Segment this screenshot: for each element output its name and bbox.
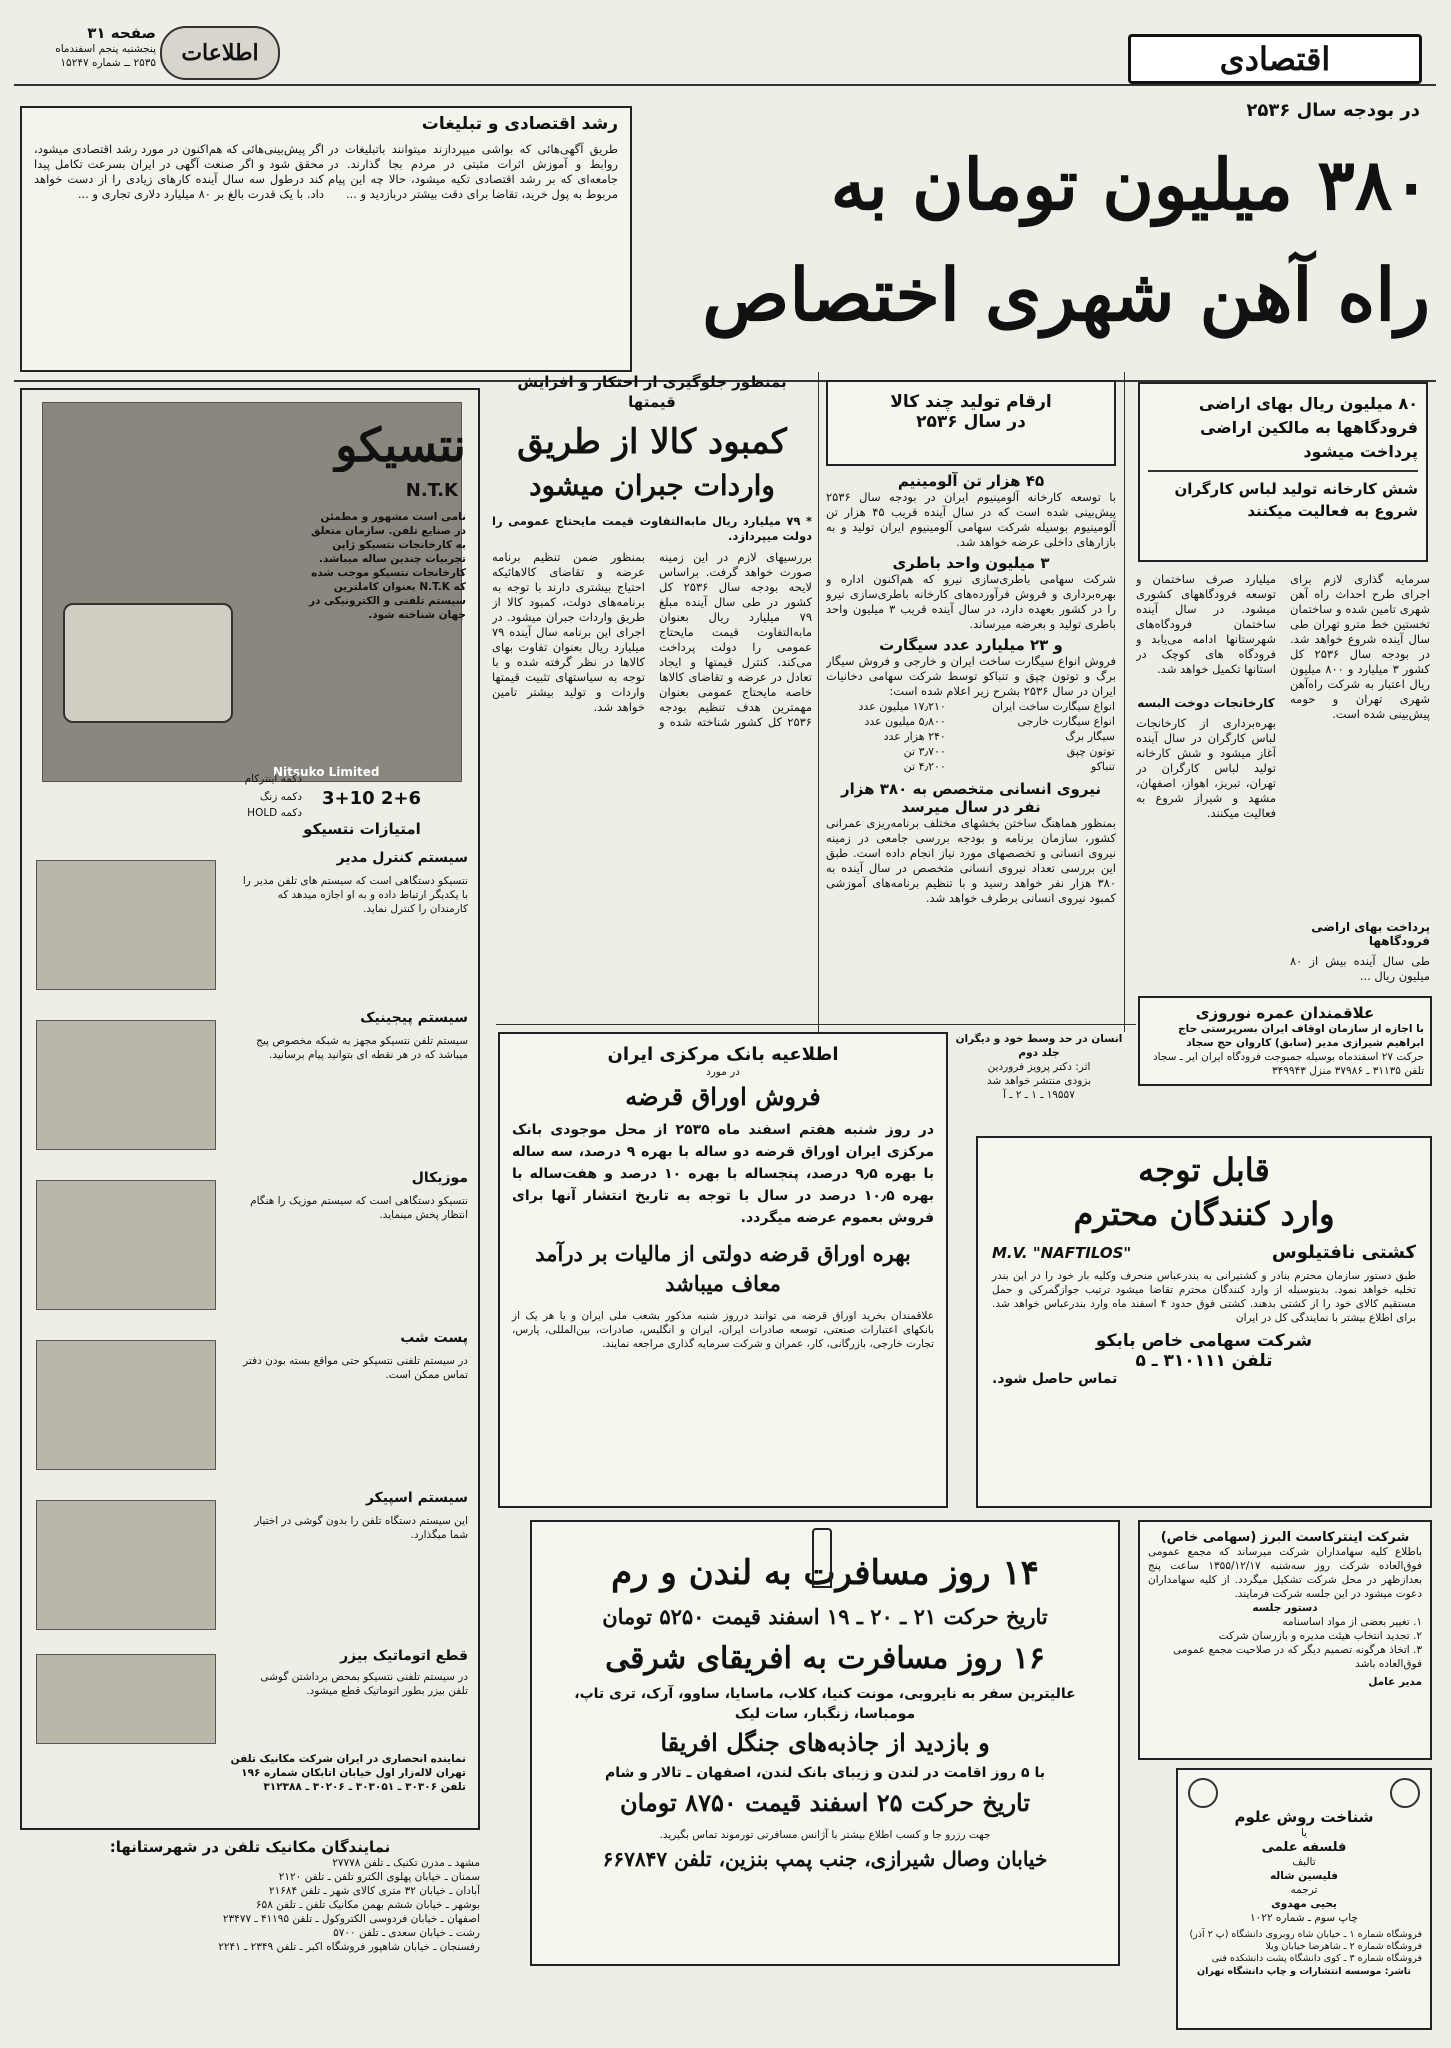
production-sub-aluminium: ۴۵ هزار تن آلومینیم — [897, 472, 1045, 490]
travel-line-6: با ۵ روز اقامت در لندن و زیبای بانک لندن، اصفهان ـ تالار و شام — [605, 1765, 1045, 1781]
land-col-a: سرمایه گذاری لازم برای اجرای طرح احداث راه آهن شهری تامین شده و ساختمان تخستین خط مترو تهران طی سال آینده شروع خواهد شد. در بودجه سال ۲۵۳۶ کل کشور ۳ میلیارد و ۸۰۰ میلیون ریال اعتبار به شرکت راه‌آهن شهری تهران و حومه پیش‌بینی شده است. — [1290, 572, 1430, 721]
feature-title: سیستم اسپیکر — [365, 1490, 468, 1506]
alborz-signature: مدیر عامل — [1368, 1676, 1422, 1688]
production-text-aluminium: با توسعه کارخانه آلومینیوم ایران در بودجه سال ۲۵۳۶ پیش‌بینی شده است که در سال آینده قریب ۴۵ هزار تن آلومینیوم بوسیله شرکت سهامی آلومینیوم ایران تولید و به بازارهای داخلی عرضه خواهد شد. — [826, 490, 1116, 549]
notice-line: انسان در حد وسط خود و دیگران — [955, 1033, 1123, 1045]
nitsuko-feature-3 — [36, 1330, 468, 1480]
article-production — [826, 372, 1116, 1032]
university-emblem-icon — [1188, 1778, 1218, 1808]
nitsuko-label-hold: دکمه HOLD — [247, 807, 302, 819]
lead-headline-2: راه آهن شهری اختصاص — [702, 252, 1430, 337]
bank-headline: فروش اوراق قرضه — [625, 1082, 821, 1111]
page-info — [16, 24, 156, 80]
lead-headline-1: ۳۸۰ میلیون تومان به — [830, 143, 1430, 226]
nitsuko-feature-0 — [36, 850, 468, 1000]
shortage-body: بررسیهای لازم در این زمینه صورت خواهد گرفت. براساس لایحه بودجه سال ۲۵۳۶ کل کشور در طی سال آینده مبلغ ۷۹ میلیارد ریال بعنوان مابه‌التفاوت قیمت مایحتاج عمومی را دولت پرداخت می‌کند. کنترل قیمتها و ایجاد تعادل در عرضه و تقاضای کالاها خاصه مایحتاج عمومی بعنوان مهمترین هدف تنظیم بودجه ۲۵۳۶ کل کشور شناخته شده و بمنظور ضمن تنظیم برنامه عرضه و تقاضای کالاهائیکه احتیاج بیشتری دارند با توجه به برنامه‌های دولت، کمبود کالا از طریق واردات جبران میشود. در اجرای این برنامه سال آینده ۷۹ میلیارد ریال بعنوان تفاوت بهای کالاها در نظر گرفته شده و با توجه به سیاستهای تثبیت قیمتها واردات و تولید بیشتر تامین خواهد شد. — [492, 550, 812, 729]
nitsuko-brand-latin: N.T.K — [405, 480, 458, 501]
feature-title: سیستم کنترل مدیر — [336, 850, 468, 866]
table-row — [826, 759, 1116, 774]
notice-book-short — [954, 1032, 1124, 1136]
article-shortage — [492, 372, 812, 1102]
book-subtitle: فلسفه علمی — [1261, 1840, 1347, 1855]
rep-item: رفسنجان ـ خیابان شاهپور فروشگاه اکبر ـ تلفن ۲۳۴۹ ـ ۲۲۴۱ — [218, 1941, 480, 1953]
nitsuko-system-codes: 3+10 2+6 — [322, 788, 422, 809]
travel-line-1: ۱۴ روز مسافرت به لندن و رم — [611, 1553, 1039, 1593]
alborz-body: باطلاع کلیه سهامداران شرکت میرساند که مجمع عمومی فوق‌العاده شرکت روز سه‌شنبه ۱۳۵۵/۱۲/۱۷ ساعت پنج بعدازظهر در محل شرکت تشکیل میگردد. از کلیه سهامداران دعوت میشود در این جلسه شرکت فرمایند. — [1148, 1546, 1422, 1600]
feature-text: نتسیکو دستگاهی است که سیستم های تلفن مدیر را با یکدیگر ارتباط داده و به او اجازه میدهد که کارمندان را کنترل نماید. — [242, 875, 468, 915]
umrah-contact: حرکت ۲۷ اسفندماه بوسیله جمبوجت فرودگاه ایران ایر ـ سجاد تلفن ۳۱۱۳۵ ـ ۳۷۹۸۶ منزل ۳۴۹۹۴۳ — [1152, 1051, 1424, 1077]
book-translator: یحیی مهدوی — [1271, 1898, 1337, 1910]
rep-item: آبادان ـ خیابان ۳۲ متری کالای شهر ـ تلفن ۲۱۶۸۴ — [268, 1885, 480, 1897]
nitsuko-feature-2 — [36, 1170, 468, 1320]
travel-line-9: خیابان وصال شیرازی، جنب پمپ بنزین، تلفن ۶۶۷۸۴۷ — [602, 1847, 1048, 1871]
umrah-text: با اجازه از سازمان اوقاف ایران بسرپرستی حاج ابراهیم شیرازی مدیر (سابق) کاروان حج سجاد — [1178, 1023, 1424, 1049]
bank-notice — [498, 1032, 948, 1508]
ad-growth-col2: اگر پیش‌بینی‌هائی که هم‌اکنون در مورد رشد اقتصادی میشود، محقق شود و اگر صنعت آگهی در ایران بسرعت تکامل پیدا کند درطول سه سال آینده کارهای زیادی را از دست خواهد داد. با یک قدرت بالغ بر ۸۰ میلیارد دلاری تجاری و ... — [34, 142, 324, 201]
nitsuko-features-title: امتیازات نتسیکو — [303, 820, 421, 838]
alborz-agenda-item: ۲. تجدید انتخاب هیئت مدیره و بازرسان شرکت — [1218, 1630, 1422, 1642]
issue-number: ۲۵۳۵ ــ شماره ۱۵۲۴۷ — [60, 57, 156, 69]
feature-title: پست شب — [400, 1330, 468, 1346]
nitsuko-reps — [20, 1838, 480, 2038]
bank-tax-headline: بهره اوراق قرضه دولتی از مالیات بر درآمد معاف میباشد — [535, 1241, 911, 1296]
phone-photo — [36, 860, 216, 990]
travel-line-3: ۱۶ روز مسافرت به افریقای شرقی — [605, 1641, 1045, 1676]
feature-text: در سیستم تلفنی نتسیکو بمحض برداشتن گوشی تلفن بیزر بطور اتوماتیک قطع میشود. — [260, 1671, 468, 1697]
production-text-cigarette: فروش انواع سیگارت ساخت ایران و خارجی و فروش سیگار برگ و توتون چپق و تنباکو توسط شرکت سهامی دخانیات ایران در سال ۲۵۳۶ بشرح زیر اعلام شده است: — [826, 654, 1116, 698]
alborz-notice — [1138, 1520, 1432, 1760]
table-row — [826, 744, 1116, 759]
nitsuko-feature-1 — [36, 1010, 468, 1160]
woman-phone-photo — [36, 1020, 216, 1150]
shortage-headline-2: واردات جبران میشود — [529, 469, 775, 502]
production-sub-cigarette: و ۲۳ میلیارد عدد سیگارت — [879, 636, 1063, 654]
book-edition: چاپ سوم ـ شماره ۱۰۲۲ — [1250, 1912, 1358, 1924]
feature-title: سیستم پیجینیک — [360, 1010, 468, 1026]
table-cell: سیگار برگ — [1065, 730, 1115, 743]
bank-footer: علاقمندان بخرید اوراق قرضه می توانند درروز شنبه مذکور بشعب ملی ایران و یا هر یک از بانکهای اعتبارات صنعتی، توسعه صادرات ایران، ایران و انگلیس، صادرات، بین‌المللی، پارس، تجارت خارجی، بازرگانی، کار، عمران و شرکت سرمایه گذاری مراجعه نمایند. — [512, 1310, 934, 1350]
buzzer-photo — [36, 1654, 216, 1744]
production-table — [826, 699, 1116, 774]
shortage-headline: کمبود کالا از طریق — [517, 422, 787, 462]
table-row — [826, 714, 1116, 729]
table-cell: ۱۷٫۲۱۰ میلیون عدد — [858, 700, 946, 713]
production-body — [826, 472, 1116, 1032]
feature-text: این سیستم دستگاه تلفن را بدون گوشی در اختیار شما میگذارد. — [254, 1515, 468, 1541]
production-title-box — [826, 380, 1116, 466]
vessel-body: طبق دستور سازمان محترم بنادر و کشتیرانی به بندرعباس منحرف وکلیه بار خود را در این بندر تخلیه خواهد نمود. بدینوسیله از وارد کنندگان محترم تقاضا میشود ترتیب جوازگمرکی و حمل مستقیم کالای خود را از کشتی بدهند. کشتی فوق حدود ۴ اسفند ماه وارد بندرعباس خواهد شد. برای اطلاع بیشتر با نمایندگی کل در ایران — [992, 1270, 1417, 1324]
alborz-agenda-item: ۱. تغییر بعضی از مواد اساسنامه — [1282, 1616, 1422, 1628]
university-emblem-icon — [1390, 1778, 1420, 1808]
book-author-label: تالیف — [1292, 1856, 1316, 1868]
alborz-agenda-item: ۳. اتخاذ هرگونه تصمیم دیگر که در صلاحیت مجمع عمومی فوق‌العاده باشد — [1173, 1644, 1422, 1670]
production-title-2: در سال ۲۵۳۶ — [916, 412, 1026, 432]
feature-title: قطع اتوماتیک بیزر — [340, 1648, 468, 1664]
rep-item: اصفهان ـ خیابان فردوسی الکتروکول ـ تلفن ۴۱۱۹۵ ـ ۲۳۴۷۷ — [222, 1913, 480, 1925]
issue-date: پنجشنبه پنجم اسفندماه — [55, 43, 156, 55]
shortage-kicker: بمنظور جلوگیری از احتکار و افزایش قیمتها — [517, 373, 787, 411]
vessel-notice — [976, 1136, 1432, 1508]
umrah-title: علاقمندان عمره نوروزی — [1195, 1004, 1375, 1022]
ad-growth-title: رشد اقتصادی و تبلیغات — [421, 114, 618, 134]
feature-text: نتسیکو دستگاهی است که سیستم موزیک را هنگام انتظار پخش مینماید. — [250, 1195, 468, 1221]
book-or: یا — [1300, 1827, 1308, 1839]
land-col-b: میلیارد صرف ساختمان و توسعه فرودگاههای کشوری میشود. در سال آینده ساختمان فرودگاه‌های شهرستانها ادامه می‌یابد و فرودگاه های کوچک در استانها تکمیل خواهد شد. — [1136, 572, 1276, 676]
table-cell: توتون چپق — [1066, 745, 1115, 758]
ad-growth-box — [20, 106, 632, 372]
notice-umrah — [1138, 996, 1432, 1086]
nitsuko-agency: نماینده انحصاری در ایران شرکت مکانیک تلفن تهران لاله‌زار اول خیابان اتابکان شماره ۱۹۶ تلفن ۳۰۳۰۶ ـ ۳۰۳۰۵۱ ـ ۳۰۲۰۶ ـ ۳۱۲۳۸۸ — [230, 1753, 466, 1793]
nitsuko-label-intercom: دکمه اینترکام — [244, 773, 302, 785]
vessel-ship-en: M.V. "NAFTILOS" — [992, 1243, 1132, 1262]
production-title: ارقام تولید چند کالا — [890, 392, 1052, 412]
nitsuko-photo-caption: Nitsuko Limited — [273, 765, 380, 779]
reps-title: نمایندگان مکانیک تلفن در شهرستانها: — [109, 1838, 391, 1856]
notice-line: بزودی منتشر خواهد شد — [986, 1075, 1091, 1087]
section-title: اقتصادی — [1219, 40, 1331, 78]
book-translator-label: ترجمه — [1290, 1884, 1318, 1896]
land-col-c: طی سال آینده بیش از ۸۰ میلیون ریال ... — [1290, 954, 1430, 983]
land-col-b2: بهره‌برداری از کارخانجات لباس کارگران در سال آینده آغاز میشود و شش کارخانه تولید لباس کارگران در تهران، تبریز، اهواز، اصفهان، مشهد و شیراز شروع به فعالیت میکنند. — [1136, 716, 1276, 820]
bank-body: در روز شنبه هفتم اسفند ماه ۲۵۳۵ از محل موجودی بانک مرکزی ایران اوراق قرضه دو ساله با بهره ۹ درصد، سه ساله با بهره ۹٫۵ درصد، پنجساله با بهره ۱۰ درصد و هفت‌ساله با بهره ۱۰٫۵ درصد در سال با توجه به تاریخ انتشار آنها برای فروش بعموم عرضه میگردد. — [512, 1122, 935, 1226]
travel-line-7: تاریخ حرکت ۲۵ اسفند قیمت ۸۷۵۰ تومان — [619, 1788, 1031, 1817]
table-cell: ۳٫۷۰۰ تن — [903, 745, 946, 758]
feature-text: سیستم تلفن نتسیکو مجهز به شبکه مخصوص پیج میباشد که در هر نقطه ای بتوانید پیام برسانید. — [256, 1035, 468, 1061]
vessel-title: قابل توجه — [1138, 1151, 1270, 1189]
vessel-company: شرکت سهامی خاص بابکو — [1095, 1331, 1313, 1351]
table-cell: انواع سیگارت ساخت ایران — [991, 700, 1115, 713]
vessel-phone: تلفن ۳۱۰۱۱۱ ـ ۵ — [1135, 1351, 1273, 1371]
table-cell: ۴٫۲۰۰ تن — [903, 760, 946, 773]
notice-line: اثر: دکتر پرویز فروردین — [987, 1061, 1091, 1073]
notice-line: جلد دوم — [1018, 1047, 1060, 1059]
section-tab — [1128, 34, 1422, 84]
land-sub-payment: پرداخت بهای اراضی فرودگاهها — [1311, 920, 1430, 948]
land-title-box — [1138, 382, 1428, 562]
table-cell: ۵٫۸۰۰ میلیون عدد — [864, 715, 946, 728]
ad-growth-col1: طریق آگهی‌هائی که بواشی میپردازند میتوانند باتبلیغات در روابط و آموزش اثرات مثبتی در مردم بجا گذارند. در جامعه‌ای که بر رشد اقتصادی تکیه میشود، حالا چه این پیام مربوط به پول خرید، تقاضا برای دقت بیشتر دربازدید و ... — [328, 142, 618, 201]
rep-item: مشهد ـ مدرن تکنیک ـ تلفن ۲۷۷۷۸ — [332, 1857, 480, 1869]
rep-item: رشت ـ خیابان سعدی ـ تلفن ۵۷۰۰ — [333, 1927, 480, 1939]
notice-line: ۱۹۵۵۷ ـ ۱ ـ ۲ ـ آ — [1003, 1089, 1075, 1101]
book-outlets: فروشگاه شماره ۱ ـ خیابان شاه روبروی دانشگاه (پ ۲ آذر) فروشگاه شماره ۲ ـ شاهرضا خیابان ویلا فروشگاه شماره ۳ ـ کوی دانشگاه پشت دانشکده فنی — [1189, 1929, 1422, 1964]
production-sub-battery: ۳ میلیون واحد باطری — [892, 554, 1050, 572]
travel-line-5: و بازدید از جاذبه‌های جنگل افریقا — [660, 1728, 990, 1757]
speaker-phone-photo — [36, 1500, 216, 1630]
travel-line-8: جهت رزرو جا و کسب اطلاع بیشتر با آژانس مسافرتی تورموند تماس بگیرید. — [659, 1829, 991, 1841]
table-row — [826, 699, 1116, 714]
alborz-agenda-title: دستور جلسه — [1252, 1602, 1318, 1614]
switchboard-photo — [36, 1180, 216, 1310]
vessel-title-2: وارد کنندگان محترم — [1073, 1195, 1335, 1233]
land-sub: کارخانجات دوخت البسه — [1137, 696, 1275, 710]
production-sub-workforce: نیروی انسانی متخصص به ۳۸۰ هزار نفر در سال میرسد — [841, 780, 1101, 816]
feature-text: در سیستم تلفنی نتسیکو حتی مواقع بسته بودن دفتر تماس ممکن است. — [243, 1355, 468, 1381]
nitsuko-brand: نتسیکو — [335, 418, 466, 472]
nitsuko-feature-4 — [36, 1490, 468, 1640]
nitsuko-ad — [20, 388, 480, 1830]
vessel-ship-fa: کشتی نافتیلوس — [1271, 1242, 1416, 1263]
feature-title: موزیکال — [411, 1170, 468, 1186]
bank-subtitle: در مورد — [706, 1066, 740, 1078]
panel-photo — [36, 1340, 216, 1470]
rep-item: سمنان ـ خیابان پهلوی الکترو تلفن ـ تلفن ۲۱۲۰ — [278, 1871, 480, 1883]
nitsuko-tagline: نامی است مشهور و مطمئن در صنایع تلفن. سازمان متعلق به کارخانجات نتسیکو ژاپن تجربیات چندین ساله میباشد. کارخانجات نتسیکو موجب شده که N.T.K بعنوان کاملترین سیستم تلفنی و الکترونیکی در جهان شناخته شود. — [308, 511, 466, 621]
vessel-closing: تماس حاصل شود. — [992, 1371, 1118, 1387]
book-ad — [1176, 1768, 1432, 2030]
travel-line-2: تاریخ حرکت ۲۱ ـ ۲۰ ـ ۱۹ اسفند قیمت ۵۲۵۰ تومان — [602, 1604, 1048, 1629]
telephone-illustration — [63, 603, 233, 723]
book-author: فلیسین شاله — [1269, 1870, 1339, 1882]
big-ben-icon — [812, 1528, 832, 1588]
nitsuko-label-ring: دکمه زنگ — [259, 791, 302, 803]
land-title-2: شش کارخانه تولید لباس کارگران شروع به فعالیت میکنند — [1174, 480, 1418, 520]
table-cell: انواع سیگارت خارجی — [1017, 715, 1115, 728]
travel-ad — [530, 1520, 1120, 1966]
alborz-title: شرکت اینترکاست البرز (سهامی خاص) — [1160, 1530, 1410, 1545]
rep-item: بوشهر ـ خیابان ششم بهمن مکانیک تلفن ـ تلفن ۶۵۸ — [255, 1899, 480, 1911]
nitsuko-feature-5 — [36, 1648, 468, 1748]
table-cell: ۲۴۰ هزار عدد — [883, 730, 946, 743]
newspaper-logo — [160, 26, 280, 80]
land-title: ۸۰ میلیون ریال بهای اراضی فرودگاهها به مالکین اراضی پرداخت میشود — [1198, 394, 1418, 461]
table-row — [826, 729, 1116, 744]
page-number: صفحه ۳۱ — [87, 24, 156, 42]
bank-title: اطلاعیه بانک مرکزی ایران — [607, 1044, 839, 1065]
shortage-lead: * ۷۹ میلیارد ریال مابه‌التفاوت قیمت مایحتاج عمومی را دولت میپردازد. — [492, 514, 812, 543]
production-text-workforce: بمنظور هماهنگ ساختن بخشهای مختلف برنامه‌ریزی عمرانی کشور، سازمان برنامه و بودجه بررسی جامعی در زمینه نیروی انسانی و تخصصهای مورد نیاز انجام داده است. طبق این بررسی تعداد نیروی انسانی متخصص در سال آینده به ۳۸۰ هزار نفر خواهد رسید و با تنظیم برنامه‌های آموزشی کمبود نیروی انسانی برطرف خواهد شد. — [826, 816, 1116, 905]
table-cell: تنباکو — [1091, 760, 1115, 773]
lead-kicker: در بودجه سال ۲۵۳۶ — [1246, 100, 1420, 121]
travel-line-4: عالیترین سفر به نایروبی، مونت کنیا، کلاب، ماسایا، ساوو، آرک، تری تاپ، مومباسا، زنگبار، سات لیک — [574, 1686, 1076, 1722]
book-title: شناخت روش علوم — [1234, 1808, 1374, 1826]
production-text-battery: شرکت سهامی باطری‌سازی نیرو که هم‌اکنون اداره و بهره‌برداری و فروش فرآورده‌های کارخانه باطری‌سازی نیرو را در کشور بعهده دارد، در سال آینده قریب ۳ میلیون واحد باطری تولید و بعرضه میرساند. — [826, 572, 1116, 631]
logo-text: اطلاعات — [181, 40, 259, 66]
book-publisher: ناشر: موسسه انتشارات و چاپ دانشگاه تهران — [1197, 1966, 1411, 1977]
